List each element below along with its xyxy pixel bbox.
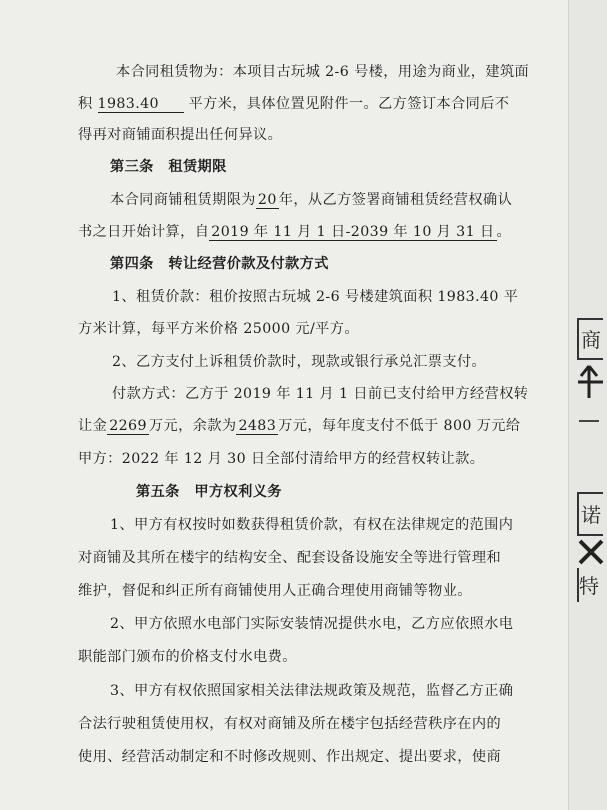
s3-line-1 bbox=[110, 189, 512, 209]
s3-line-1b: 年，从乙方签署商铺租赁经营权确认 bbox=[278, 192, 513, 208]
lease-period: 2019 年 11 月 1 日-2039 年 10 月 31 日 bbox=[211, 224, 495, 240]
margin-cross-icon bbox=[577, 538, 605, 566]
area-value: 1983.40 bbox=[97, 96, 159, 112]
area-field bbox=[98, 96, 184, 113]
margin-bracket-bottom bbox=[577, 568, 583, 602]
s5-line-7: 合法行驶租赁使用权，有权对商铺及所在楼宇包括经营秩序在内的 bbox=[78, 716, 502, 732]
s4-line-2: 方米计算，每平方米价格 25000 元/平方。 bbox=[78, 321, 359, 337]
s4-line-5b: 万元，余款为 bbox=[148, 418, 237, 434]
s4-line-5a: 让金 bbox=[78, 418, 108, 434]
s5-line-8: 使用、经营活动制定和不时修改规则、作出规定、提出要求，使商 bbox=[78, 749, 502, 765]
s5-line-6: 3、甲方有权依照国家相关法律法规政策及规范，监督乙方正确 bbox=[110, 683, 514, 699]
s4-line-5 bbox=[78, 415, 520, 435]
s5-line-3: 维护，督促和纠正所有商铺使用人正确合理使用商铺等物业。 bbox=[78, 583, 472, 599]
paid-amount: 2269 bbox=[109, 418, 147, 434]
s5-line-2: 对商铺及其所在楼宇的结构安全、配套设备设施安全等进行管理和 bbox=[78, 550, 502, 566]
margin-stamp-1: 商 bbox=[581, 328, 601, 352]
margin-dash bbox=[579, 420, 599, 422]
s4-line-6: 甲方：2022 年 12 月 30 日全部付清给甲方的经营权转让款。 bbox=[78, 451, 485, 467]
s4-line-3: 2、乙方支付上诉租赁价款时，现款或银行承兑汇票支付。 bbox=[112, 354, 487, 370]
section-3-title: 第三条 租赁期限 bbox=[110, 159, 227, 175]
s3-line-2 bbox=[78, 221, 511, 241]
s4-line-1: 1、租赁价款：租价按照古玩城 2-6 号楼建筑面积 1983.40 平 bbox=[112, 289, 519, 305]
s5-line-4: 2、甲方依照水电部门实际安装情况提供水电，乙方应依照水电 bbox=[110, 616, 514, 632]
binder-margin bbox=[568, 0, 607, 810]
s5-line-5: 职能部门颁布的价格支付水电费。 bbox=[78, 649, 297, 665]
p1-line-1: 本合同租赁物为：本项目古玩城 2-6 号楼，用途为商业，建筑面 bbox=[116, 64, 530, 80]
s5-line-1: 1、甲方有权按时如数获得租赁价款，有权在法律规定的范围内 bbox=[110, 517, 514, 533]
margin-stamp-2: 诺 bbox=[581, 503, 601, 527]
p1-line-2b: 平方米，具体位置见附件一。乙方签订本合同后不 bbox=[188, 96, 510, 112]
p1-line-2 bbox=[78, 93, 509, 113]
s3-line-2a: 书之日开始计算，自 bbox=[78, 224, 210, 240]
p1-line-3: 得再对商铺面积提出任何异议。 bbox=[78, 127, 283, 143]
margin-arrow-icon bbox=[575, 362, 605, 402]
s3-line-2b: 。 bbox=[496, 224, 512, 240]
p1-line-2a: 积 bbox=[78, 96, 93, 112]
section-5-title: 第五条 甲方权利义务 bbox=[136, 484, 282, 500]
s3-line-1a: 本合同商铺租赁期限为 bbox=[110, 192, 256, 208]
section-4-title: 第四条 转让经营价款及付款方式 bbox=[110, 256, 329, 272]
remaining-amount: 2483 bbox=[238, 418, 277, 434]
lease-years: 20 bbox=[257, 192, 277, 208]
margin-stamp-3: 特 bbox=[579, 574, 599, 598]
s4-line-4: 付款方式：乙方于 2019 年 11 月 1 日前已支付给甲方经营权转 bbox=[112, 386, 529, 402]
s4-line-5c: 万元，每年度支付不低于 800 万元给 bbox=[278, 418, 521, 434]
